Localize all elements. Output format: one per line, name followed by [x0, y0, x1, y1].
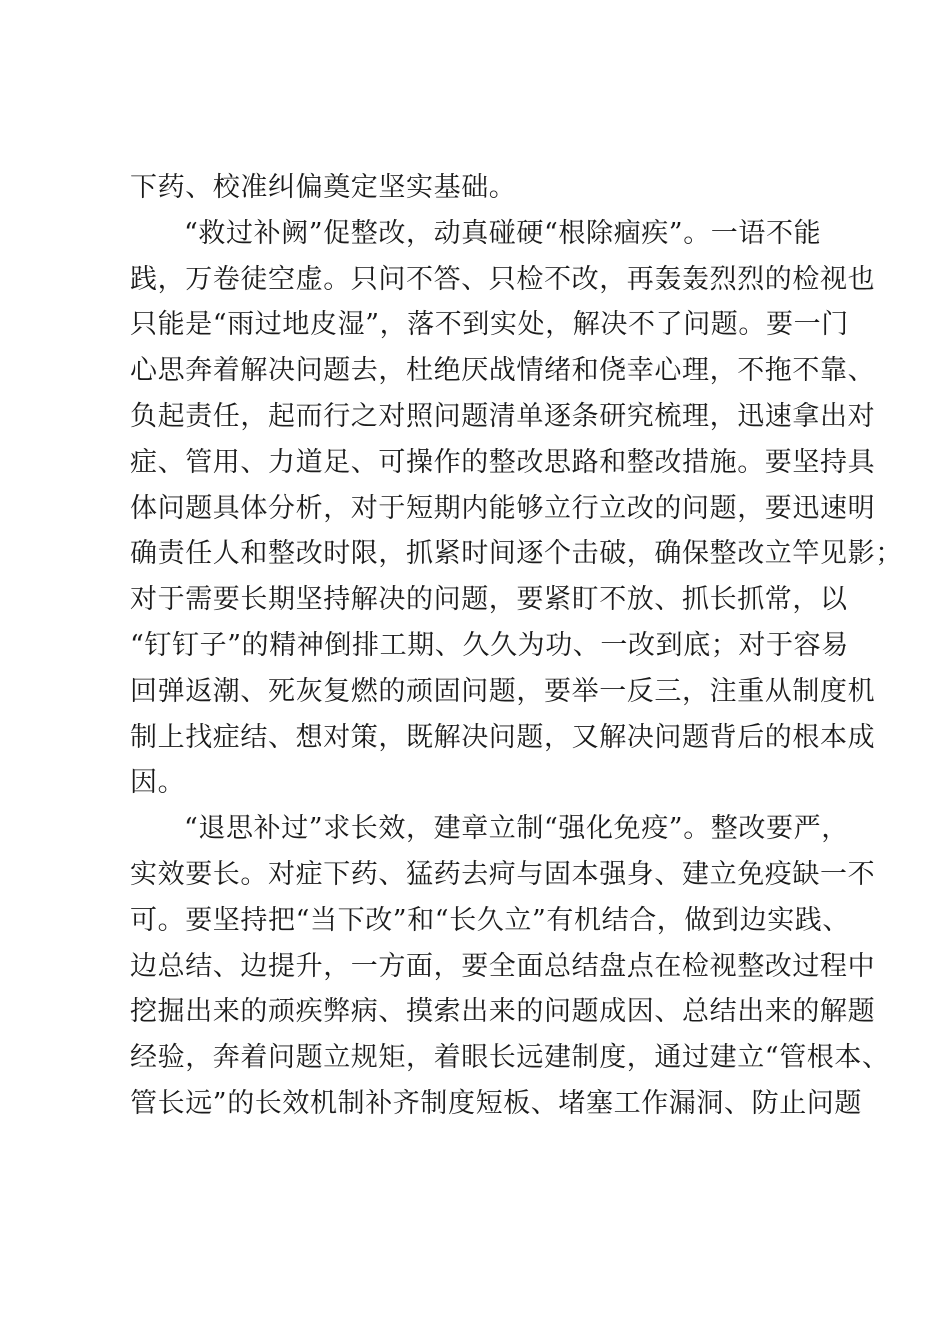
- text-line: 践，万卷徒空虚。只问不答、只检不改，再轰轰烈烈的检视也: [130, 263, 876, 295]
- text-line: 挖掘出来的顽疾弊病、摸索出来的问题成因、总结出来的解题: [130, 996, 876, 1028]
- paragraph-2: [130, 211, 903, 806]
- text-line: 负起责任，起而行之对照问题清单逐条研究梳理，迅速拿出对: [130, 400, 876, 432]
- text-line: 对于需要长期坚持解决的问题，要紧盯不放、抓长抓常，以: [130, 584, 848, 616]
- paragraph-1: [130, 165, 835, 211]
- document-body: [130, 165, 903, 1127]
- text-line: 体问题具体分析，对于短期内能够立行立改的问题，要迅速明: [130, 492, 876, 524]
- text-line: 心思奔着解决问题去，杜绝厌战情绪和侥幸心理，不拖不靠、: [130, 355, 876, 387]
- text-line: 确责任人和整改时限，抓紧时间逐个击破，确保整改立竿见影；: [130, 538, 903, 570]
- text-line: 下药、校准纠偏奠定坚实基础。: [130, 172, 517, 203]
- text-line: 管长远”的长效机制补齐制度短板、堵塞工作漏洞、防止问题: [130, 1087, 863, 1119]
- paragraph-3: [130, 806, 890, 1127]
- text-line: 症、管用、力道足、可操作的整改思路和整改措施。要坚持具: [130, 446, 876, 478]
- text-line: 回弹返潮、死灰复燃的顽固问题，要举一反三，注重从制度机: [130, 675, 876, 707]
- text-line: 可。要坚持把“当下改”和“长久立”有机结合，做到边实践、: [130, 904, 851, 936]
- text-line: “钉钉子”的精神倒排工期、久久为功、一改到底；对于容易: [130, 629, 849, 661]
- text-line: 只能是“雨过地皮湿”，落不到实处，解决不了问题。要一门: [130, 309, 849, 341]
- text-line: 因。: [130, 767, 186, 799]
- text-line: 制上找症结、想对策，既解决问题，又解决问题背后的根本成: [130, 721, 876, 753]
- text-line: 边总结、边提升，一方面，要全面总结盘点在检视整改过程中: [130, 950, 876, 982]
- text-line: 实效要长。对症下药、猛药去疴与固本强身、建立免疫缺一不: [130, 858, 876, 890]
- text-line: “退思补过”求长效，建章立制“强化免疫”。整改要严，: [184, 813, 849, 845]
- text-line: 经验，奔着问题立规矩，着眼长远建制度，通过建立“管根本、: [130, 1042, 890, 1074]
- text-line: “救过补阙”促整改，动真碰硬“根除痼疾”。一语不能: [184, 217, 822, 249]
